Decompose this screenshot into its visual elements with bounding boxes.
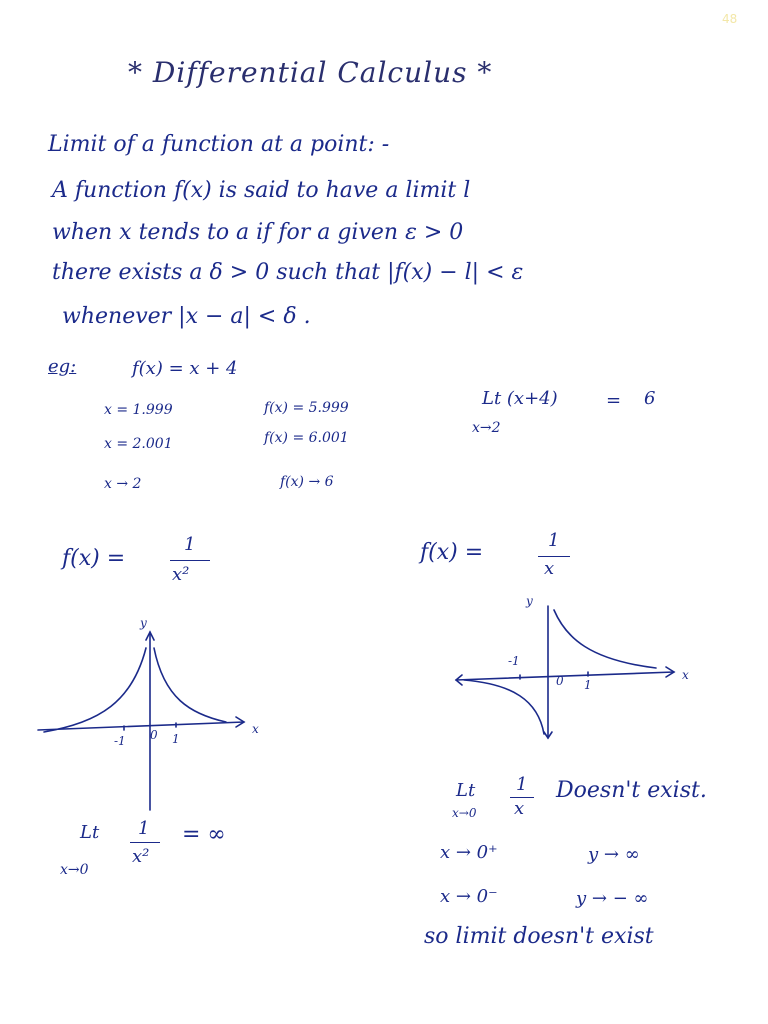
- page-title: * Differential Calculus *: [128, 56, 493, 89]
- right-case-2-y: y → − ∞: [576, 888, 649, 909]
- example-function: f(x) = x + 4: [132, 358, 238, 379]
- left-limit-numerator: 1: [138, 818, 150, 839]
- definition-heading: Limit of a function at a point: -: [48, 132, 390, 157]
- left-limit-denominator: x²: [132, 846, 150, 867]
- left-graph-tick-pos: 1: [172, 732, 180, 746]
- right-fraction-bar: [538, 556, 570, 557]
- example-row-fx: f(x) → 6: [280, 474, 334, 490]
- left-function-lhs: f(x) =: [62, 546, 126, 571]
- left-function-numerator: 1: [184, 534, 196, 555]
- right-graph-tick-pos: 1: [584, 678, 592, 692]
- right-case-1-x: x → 0⁺: [440, 842, 498, 863]
- example-row-fx: f(x) = 6.001: [264, 430, 349, 446]
- example-limit-expression: Lt (x+4): [482, 388, 558, 409]
- example-row-fx: f(x) = 5.999: [264, 400, 349, 416]
- example-row-x: x = 1.999: [104, 402, 173, 418]
- left-limit-lt: Lt: [80, 822, 100, 843]
- right-graph-x-label: x: [682, 668, 689, 682]
- example-limit-subscript: x→2: [472, 420, 501, 436]
- right-limit-numerator: 1: [516, 774, 528, 795]
- definition-line-2: when x tends to a if for a given ε > 0: [52, 220, 464, 245]
- left-graph: [30, 610, 280, 810]
- right-graph-y-label: y: [526, 594, 533, 608]
- right-limit-result: Doesn't exist.: [556, 778, 707, 803]
- example-label: eg:: [48, 356, 77, 377]
- left-limit-result: = ∞: [182, 822, 226, 847]
- left-function-denominator: x²: [172, 564, 190, 585]
- left-fraction-bar: [170, 560, 210, 561]
- right-function-denominator: x: [544, 558, 555, 579]
- right-graph-curve-negative: [464, 680, 544, 734]
- left-graph-y-label: y: [140, 616, 147, 630]
- left-limit-subscript: x→0: [60, 862, 89, 878]
- definition-line-3: there exists a δ > 0 such that |f(x) − l| < ε: [52, 260, 524, 285]
- right-limit-lt: Lt: [456, 780, 476, 801]
- left-graph-x-label: x: [252, 722, 259, 736]
- example-limit-equals: =: [606, 390, 622, 411]
- right-limit-subscript: x→0: [452, 806, 477, 820]
- right-case-2-x: x → 0⁻: [440, 886, 498, 907]
- page-number: 48: [722, 12, 738, 26]
- example-limit-value: 6: [644, 388, 656, 409]
- right-graph-tick-neg: -1: [508, 654, 520, 668]
- left-graph-curve-positive: [154, 648, 226, 722]
- right-graph-curve-positive: [554, 610, 656, 668]
- left-graph-tick-zero: 0: [150, 728, 158, 742]
- right-function-numerator: 1: [548, 530, 560, 551]
- right-conclusion: so limit doesn't exist: [424, 924, 654, 949]
- right-graph: [450, 596, 690, 746]
- example-row-x: x → 2: [104, 476, 142, 492]
- definition-line-4: whenever |x − a| < δ .: [62, 304, 311, 329]
- left-graph-tick-neg: -1: [114, 734, 126, 748]
- left-graph-curve-negative: [44, 648, 146, 732]
- right-case-1-y: y → ∞: [588, 844, 640, 865]
- definition-line-1: A function f(x) is said to have a limit l: [52, 178, 471, 203]
- right-graph-x-axis: [456, 672, 674, 680]
- right-limit-denominator: x: [514, 798, 525, 819]
- example-row-x: x = 2.001: [104, 436, 173, 452]
- right-graph-tick-zero: 0: [556, 674, 564, 688]
- left-limit-fraction-bar: [130, 842, 160, 843]
- right-function-lhs: f(x) =: [420, 540, 484, 565]
